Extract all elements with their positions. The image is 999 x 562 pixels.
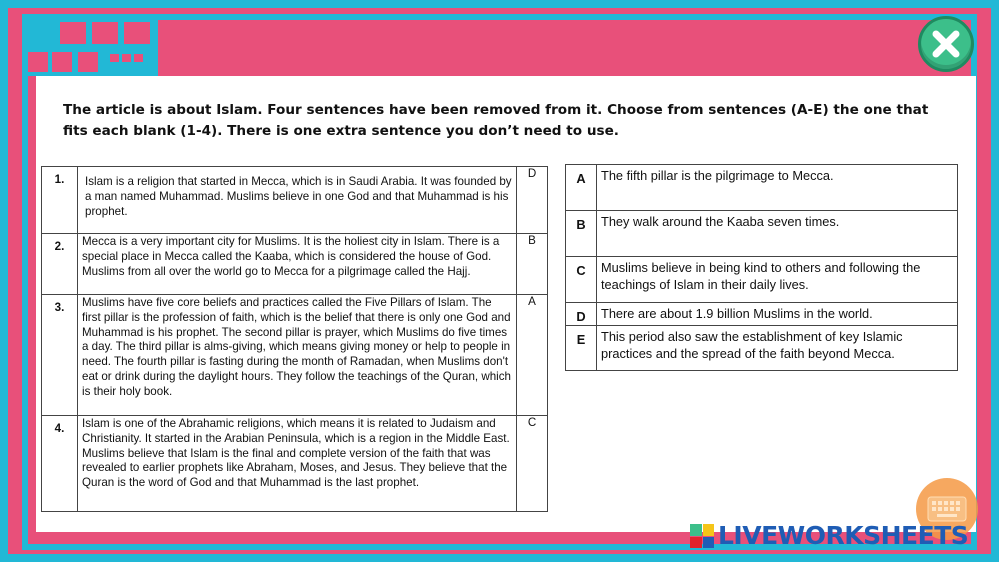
option-letter: C [566, 257, 597, 303]
answer-box-4[interactable]: C [517, 416, 548, 512]
option-letter: D [566, 303, 597, 326]
option-row [566, 303, 958, 326]
answer-box-1[interactable]: D [517, 167, 548, 234]
logo-square [134, 54, 143, 62]
close-button[interactable] [918, 16, 974, 72]
keyboard-icon [927, 496, 967, 522]
header-logo-block [22, 14, 158, 76]
close-x-icon [929, 27, 963, 61]
option-row [566, 211, 958, 257]
option-text: This period also saw the establishment of key Islamic practices and the spread of the faith beyond Mecca. [597, 326, 958, 371]
logo-square [52, 52, 72, 72]
table-row [42, 416, 548, 512]
answer-box-3[interactable]: A [517, 295, 548, 416]
option-row [566, 326, 958, 371]
instructions-text: The article is about Islam. Four sentences have been removed from it. Choose from sentences (A-E) the one that fits each blank (1-4). There is one extra sentence you don’t need to use. [63, 102, 929, 139]
options-table [565, 164, 958, 371]
article-table [41, 166, 548, 512]
logo-square [110, 54, 119, 62]
logo-square [124, 22, 150, 44]
paragraph-number: 1. [42, 167, 78, 234]
option-letter: A [566, 165, 597, 211]
option-row [566, 165, 958, 211]
option-letter: B [566, 211, 597, 257]
paragraph-text: Muslims have five core beliefs and practices called the Five Pillars of Islam. The first pillar is the profession of faith, which is the belief that there is only one God and Muhammad is his prophet. The second pillar is prayer, which Muslims do five times a day. The third pillar is alms-giving, which means giving money or help to people in need. The fourth pillar is fasting during the month of Ramadan, when Muslims don't eat or drink during the daylight hours. They follow the teachings of the Quran, which is their holy book. [78, 295, 517, 416]
answer-box-2[interactable]: B [517, 234, 548, 295]
option-text: There are about 1.9 billion Muslims in the world. [597, 303, 958, 326]
option-letter: E [566, 326, 597, 371]
logo-square [28, 52, 48, 72]
paragraph-number: 3. [42, 295, 78, 416]
brand-logo [690, 521, 968, 551]
option-text: Muslims believe in being kind to others and following the teachings of Islam in their daily lives. [597, 257, 958, 303]
brand-name: LIVEWORKSHEETS [718, 521, 969, 550]
option-text: The fifth pillar is the pilgrimage to Mecca. [597, 165, 958, 211]
option-text: They walk around the Kaaba seven times. [597, 211, 958, 257]
logo-square [60, 22, 86, 44]
logo-square [92, 22, 118, 44]
logo-square [78, 52, 98, 72]
table-row [42, 295, 548, 416]
table-row [42, 234, 548, 295]
option-row [566, 257, 958, 303]
paragraph-text: Islam is one of the Abrahamic religions, which means it is related to Judaism and Christianity. It started in the Arabian Peninsula, which is a region in the Middle East. Muslims believe that Islam is the final and complete version of the faith that was revealed to earlier prophets like Abraham, Moses, and Jesus. They believe that the Quran is the word of God and that Muhammad is the last prophet. [78, 416, 517, 512]
paragraph-number: 2. [42, 234, 78, 295]
table-row [42, 167, 548, 234]
paragraph-text: Mecca is a very important city for Muslims. It is the holiest city in Islam. There is a special place in Mecca called the Kaaba, which is considered the house of God. Muslims from all over the world go to Mecca for a pilgrimage called the Hajj. [78, 234, 517, 295]
paragraph-number: 4. [42, 416, 78, 512]
logo-square [122, 54, 131, 62]
brand-mark-icon [690, 524, 714, 548]
paragraph-text: Islam is a religion that started in Mecca, which is in Saudi Arabia. It was founded by a man named Muhammad. Muslims believe in one God and that Muhammad is his prophet. [78, 167, 517, 234]
